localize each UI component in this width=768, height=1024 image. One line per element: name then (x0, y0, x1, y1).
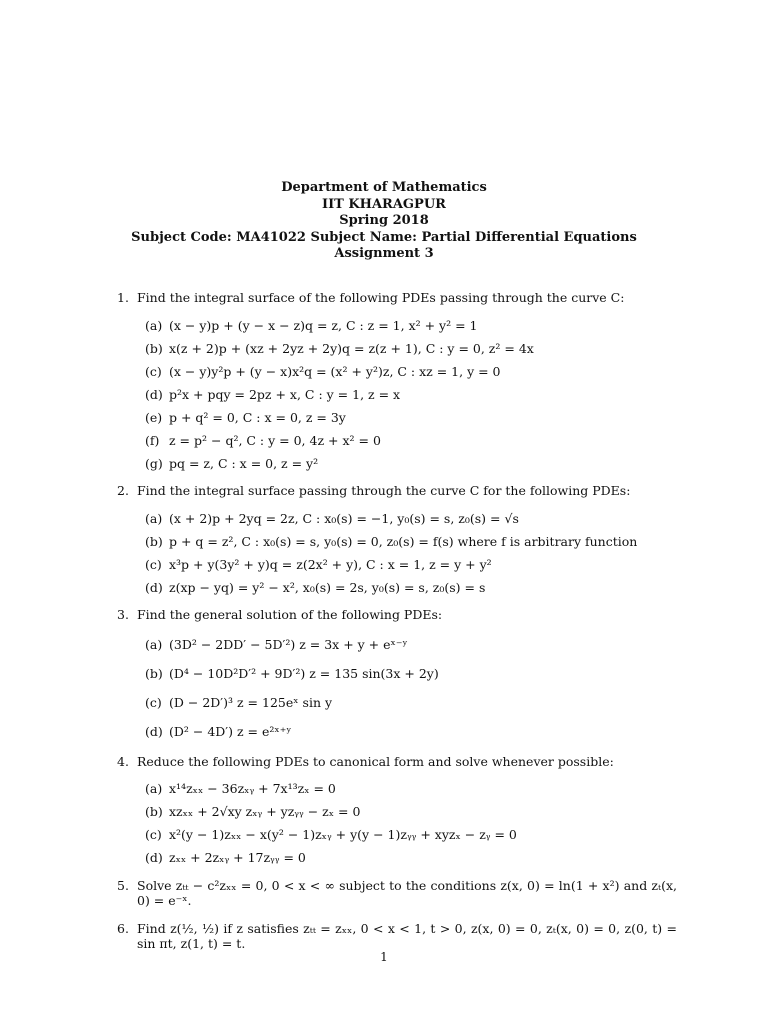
question-text: Find the integral surface of the following PDEs passing through the curve C: (137, 290, 625, 305)
sub-question (145, 722, 677, 742)
sub-question-text: (D² − 4D′) z = e²ˣ⁺ʸ (169, 723, 292, 739)
question-number: 3. (117, 607, 129, 622)
semester-line: Spring 2018 (339, 213, 429, 228)
sub-question (145, 693, 677, 713)
sub-question-text: xzₓₓ + 2√xy zₓᵧ + yzᵧᵧ − zₓ = 0 (169, 804, 361, 819)
sub-question-text: (3D² − 2DD′ − 5D′²) z = 3x + y + eˣ⁻ʸ (169, 636, 408, 652)
subject-line: Subject Code: MA41022 Subject Name: Partial Differential Equations (131, 229, 637, 245)
sub-question-text: p + q = z², C : x₀(s) = s, y₀(s) = 0, z₀(s) = f(s) where f is arbitrary function (169, 533, 638, 549)
sub-question (145, 511, 677, 527)
sub-question-label: (a) (145, 781, 163, 796)
sub-question (145, 557, 677, 573)
sub-question-list (145, 318, 677, 472)
sub-question-list (145, 511, 677, 596)
sub-question-text: z = p² − q², C : y = 0, 4z + x² = 0 (169, 432, 381, 448)
sub-question (145, 433, 677, 449)
document-header (0, 180, 768, 263)
sub-question (145, 410, 677, 426)
sub-question-label: (b) (145, 533, 163, 549)
question-list (117, 290, 677, 964)
sub-question (145, 635, 677, 655)
question-number: 1. (117, 290, 129, 305)
question-3 (117, 607, 677, 742)
sub-question-text: pq = z, C : x = 0, z = y² (169, 455, 319, 471)
question-number: 4. (117, 753, 129, 769)
sub-question (145, 534, 677, 550)
sub-question-text: (x − y)p + (y − x − z)q = z, C : z = 1, x² + y² = 1 (169, 317, 478, 333)
sub-question-text: (x − y)y²p + (y − x)x²q = (x² + y²)z, C : xz = 1, y = 0 (169, 363, 501, 379)
sub-question-list (145, 635, 677, 742)
sub-question-list (145, 781, 677, 866)
sub-question-text: (D⁴ − 10D²D′² + 9D′²) z = 135 sin(3x + 2y) (169, 665, 439, 681)
sub-question-label: (b) (145, 340, 163, 356)
sub-question-label: (b) (145, 804, 163, 819)
sub-question-label: (f) (145, 432, 160, 448)
question-text: Find the general solution of the following PDEs: (137, 607, 443, 622)
sub-question (145, 850, 677, 866)
sub-question-text: (x + 2)p + 2yq = 2z, C : x₀(s) = −1, y₀(s) = s, z₀(s) = √s (169, 510, 519, 526)
sub-question (145, 804, 677, 820)
sub-question (145, 318, 677, 334)
question-2 (117, 483, 677, 595)
sub-question (145, 580, 677, 596)
question-text: Find z(½, ½) if z satisfies zₜₜ = zₓₓ, 0 < x < 1, t > 0, z(x, 0) = 0, zₜ(x, 0) = 0, z(0, t) = sin πt, z(1, t) = t. (137, 920, 677, 951)
sub-question-text: z(xp − yq) = y² − x², x₀(s) = 2s, y₀(s) = s, z₀(s) = s (169, 579, 486, 595)
sub-question-text: (D − 2D′)³ z = 125eˣ sin y (169, 694, 333, 710)
sub-question-label: (a) (145, 510, 163, 526)
question-number: 6. (117, 920, 129, 936)
question-4 (117, 754, 677, 866)
sub-question-label: (g) (145, 455, 163, 471)
sub-question-label: (d) (145, 723, 163, 739)
sub-question-text: x¹⁴zₓₓ − 36zₓᵧ + 7x¹³zₓ = 0 (169, 781, 336, 796)
sub-question-label: (b) (145, 665, 163, 681)
question-number: 5. (117, 877, 129, 893)
sub-question (145, 664, 677, 684)
sub-question-label: (c) (145, 827, 162, 842)
sub-question-text: x²(y − 1)zₓₓ − x(y² − 1)zₓᵧ + y(y − 1)zᵧᵧ + xyzₓ − zᵧ = 0 (169, 827, 517, 842)
question-text: Find the integral surface passing through the curve C for the following PDEs: (137, 483, 631, 498)
sub-question-label: (a) (145, 636, 163, 652)
sub-question (145, 364, 677, 380)
sub-question (145, 387, 677, 403)
sub-question-text: p + q² = 0, C : x = 0, z = 3y (169, 409, 346, 425)
sub-question-label: (a) (145, 317, 163, 333)
institute-line: IIT KHARAGPUR (322, 196, 446, 212)
question-6 (117, 921, 677, 952)
sub-question (145, 341, 677, 357)
department-line: Department of Mathematics (281, 180, 487, 195)
sub-question-label: (c) (145, 694, 162, 710)
sub-question-label: (e) (145, 409, 163, 425)
question-1 (117, 290, 677, 471)
sub-question-text: x(z + 2)p + (xz + 2yz + 2y)q = z(z + 1), C : y = 0, z² = 4x (169, 340, 534, 356)
sub-question-label: (d) (145, 579, 163, 595)
sub-question (145, 456, 677, 472)
question-text: Solve zₜₜ − c²zₓₓ = 0, 0 < x < ∞ subject to the conditions z(x, 0) = ln(1 + x²) and zₜ(x, 0) = e⁻ˣ. (137, 877, 677, 908)
question-text: Reduce the following PDEs to canonical form and solve whenever possible: (137, 753, 614, 769)
sub-question-text: zₓₓ + 2zₓᵧ + 17zᵧᵧ = 0 (169, 850, 306, 865)
sub-question-label: (d) (145, 850, 163, 865)
sub-question-label: (c) (145, 556, 162, 572)
sub-question-text: x³p + y(3y² + y)q = z(2x² + y), C : x = 1, z = y + y² (169, 556, 492, 572)
sub-question-label: (c) (145, 363, 162, 379)
assignment-title: Assignment 3 (334, 246, 434, 261)
question-number: 2. (117, 483, 129, 498)
sub-question (145, 781, 677, 797)
sub-question (145, 827, 677, 843)
page-number: 1 (380, 950, 388, 964)
sub-question-label: (d) (145, 386, 163, 402)
sub-question-text: p²x + pqy = 2pz + x, C : y = 1, z = x (169, 386, 401, 402)
question-5 (117, 878, 677, 909)
